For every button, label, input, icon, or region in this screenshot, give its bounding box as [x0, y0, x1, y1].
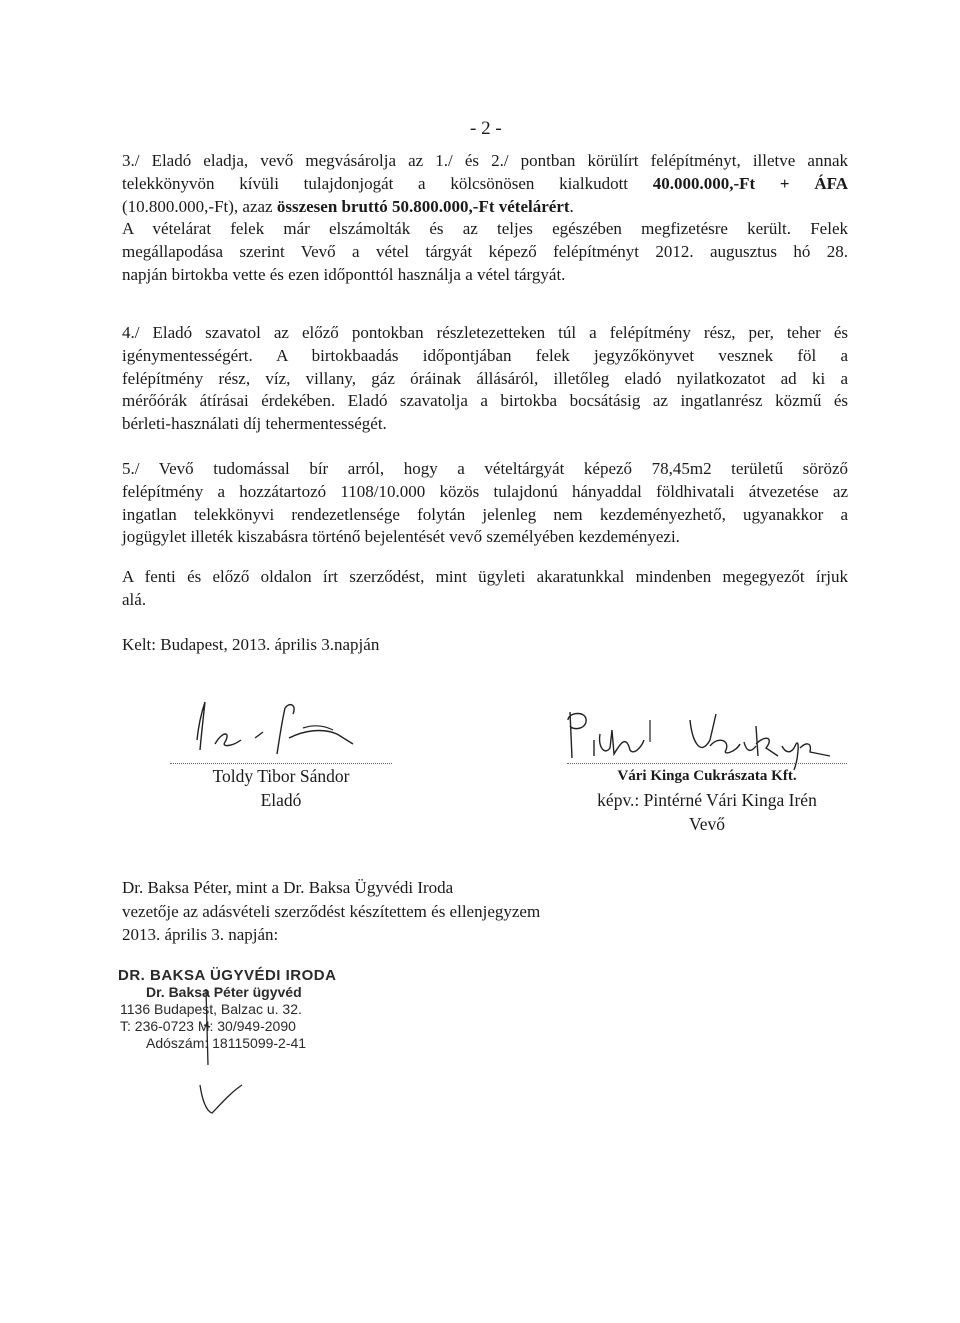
section-4-line: bérleti-használati díj tehermentességét.	[122, 414, 387, 434]
buyer-role: Vevő	[689, 814, 725, 834]
section-3-line: megállapodása szerint Vevő a vétel tárgyát képező felépítményt 2012. augusztus hó 28.	[122, 242, 848, 262]
section-4	[122, 322, 848, 436]
section-5-line: jogügylet illeték kiszabásra történő bejelentését vevő személyében kezdeményezi.	[122, 527, 680, 547]
section-4-line: igénymentességért. A birtokbaadás időpontjában felek jegyzőkönyvet vesznek föl a	[122, 345, 848, 365]
section-3-line: (10.800.000,-Ft), azaz összesen bruttó 50.800.000,-Ft vételárért.	[122, 196, 574, 216]
stamp-line: Adószám: 18115099-2-41	[146, 1035, 307, 1051]
section-5-line: ingatlan telekkönyvi rendezetlensége folytán jelenleg nem kezdeményezhető, ugyanakkor a	[122, 504, 848, 524]
buyer-company: Vári Kinga Cukrászata Kft.	[617, 768, 797, 784]
seller-signature-block	[170, 763, 392, 812]
section-3-line: napján birtokba vette és ezen időponttól használja a vétel tárgyát.	[122, 264, 566, 284]
section-3-line: A vételárat felek már elszámolták és az teljes egészében megfizetésre került. Felek	[122, 219, 848, 239]
section-3	[122, 150, 848, 287]
attestation-line: 2013. április 3. napján:	[122, 925, 279, 944]
closing-line: alá.	[122, 589, 147, 609]
section-3-line: 3./ Eladó eladja, vevő megvásárolja az 1./ és 2./ pontban körülírt felépítményt, illetve annak	[122, 151, 848, 170]
buyer-signature-block	[567, 763, 847, 836]
attestation-line: Dr. Baksa Péter, mint a Dr. Baksa Ügyvédi Iroda	[122, 878, 454, 897]
page-number: - 2 -	[470, 118, 502, 139]
section-3-line: telekkönyvön kívüli tulajdonjogát a kölcsönösen kialkudott 40.000.000,-Ft + ÁFA	[122, 173, 848, 193]
seller-name: Toldy Tibor Sándor	[212, 766, 350, 786]
stamp-line: T: 236-0723 M: 30/949-2090	[120, 1018, 296, 1034]
attorney-signature	[180, 985, 250, 1125]
date-line: Kelt: Budapest, 2013. április 3.napján	[122, 635, 380, 654]
attestation	[122, 876, 540, 947]
closing-statement	[122, 566, 848, 612]
section-5	[122, 458, 848, 549]
stamp-line: 1136 Budapest, Balzac u. 32.	[120, 1001, 302, 1017]
seller-role: Eladó	[260, 790, 302, 810]
buyer-representative: képv.: Pintérné Vári Kinga Irén	[597, 790, 817, 810]
section-4-line: felépítmény rész, víz, villany, gáz óráinak állásáról, illetőleg eladó nyilatkozatot ad ki a	[122, 368, 848, 388]
stamp-line: DR. BAKSA ÜGYVÉDI IRODA	[118, 967, 337, 984]
closing-line: A fenti és előző oldalon írt szerződést, mint ügyleti akaratunkkal mindenben megegyezőt írjuk	[122, 567, 848, 586]
section-5-line: 5./ Vevő tudomással bír arról, hogy a vételtárgyát képező 78,45m2 területű söröző	[122, 459, 848, 478]
attestation-line: vezetője az adásvételi szerződést készítettem és ellenjegyzem	[122, 901, 541, 921]
net-price: 40.000.000,-Ft + ÁFA	[652, 173, 848, 193]
total-price: összesen bruttó 50.800.000,-Ft vételárért	[276, 196, 570, 216]
stamp-line: Dr. Baksa Péter ügyvéd	[146, 984, 302, 1000]
section-5-line: felépítmény a hozzátartozó 1108/10.000 közös tulajdonú hányaddal földhivatali átvezetése az	[122, 481, 848, 501]
section-4-line: 4./ Eladó szavatol az előző pontokban részletezetteken túl a felépítmény rész, per, teher és	[122, 323, 848, 342]
section-4-line: mérőórák átírásai érdekében. Eladó szavatolja a birtokba bocsátásig az ingatlanrész közmű és	[122, 391, 848, 411]
buyer-signature	[560, 690, 860, 770]
seller-signature	[185, 680, 385, 770]
